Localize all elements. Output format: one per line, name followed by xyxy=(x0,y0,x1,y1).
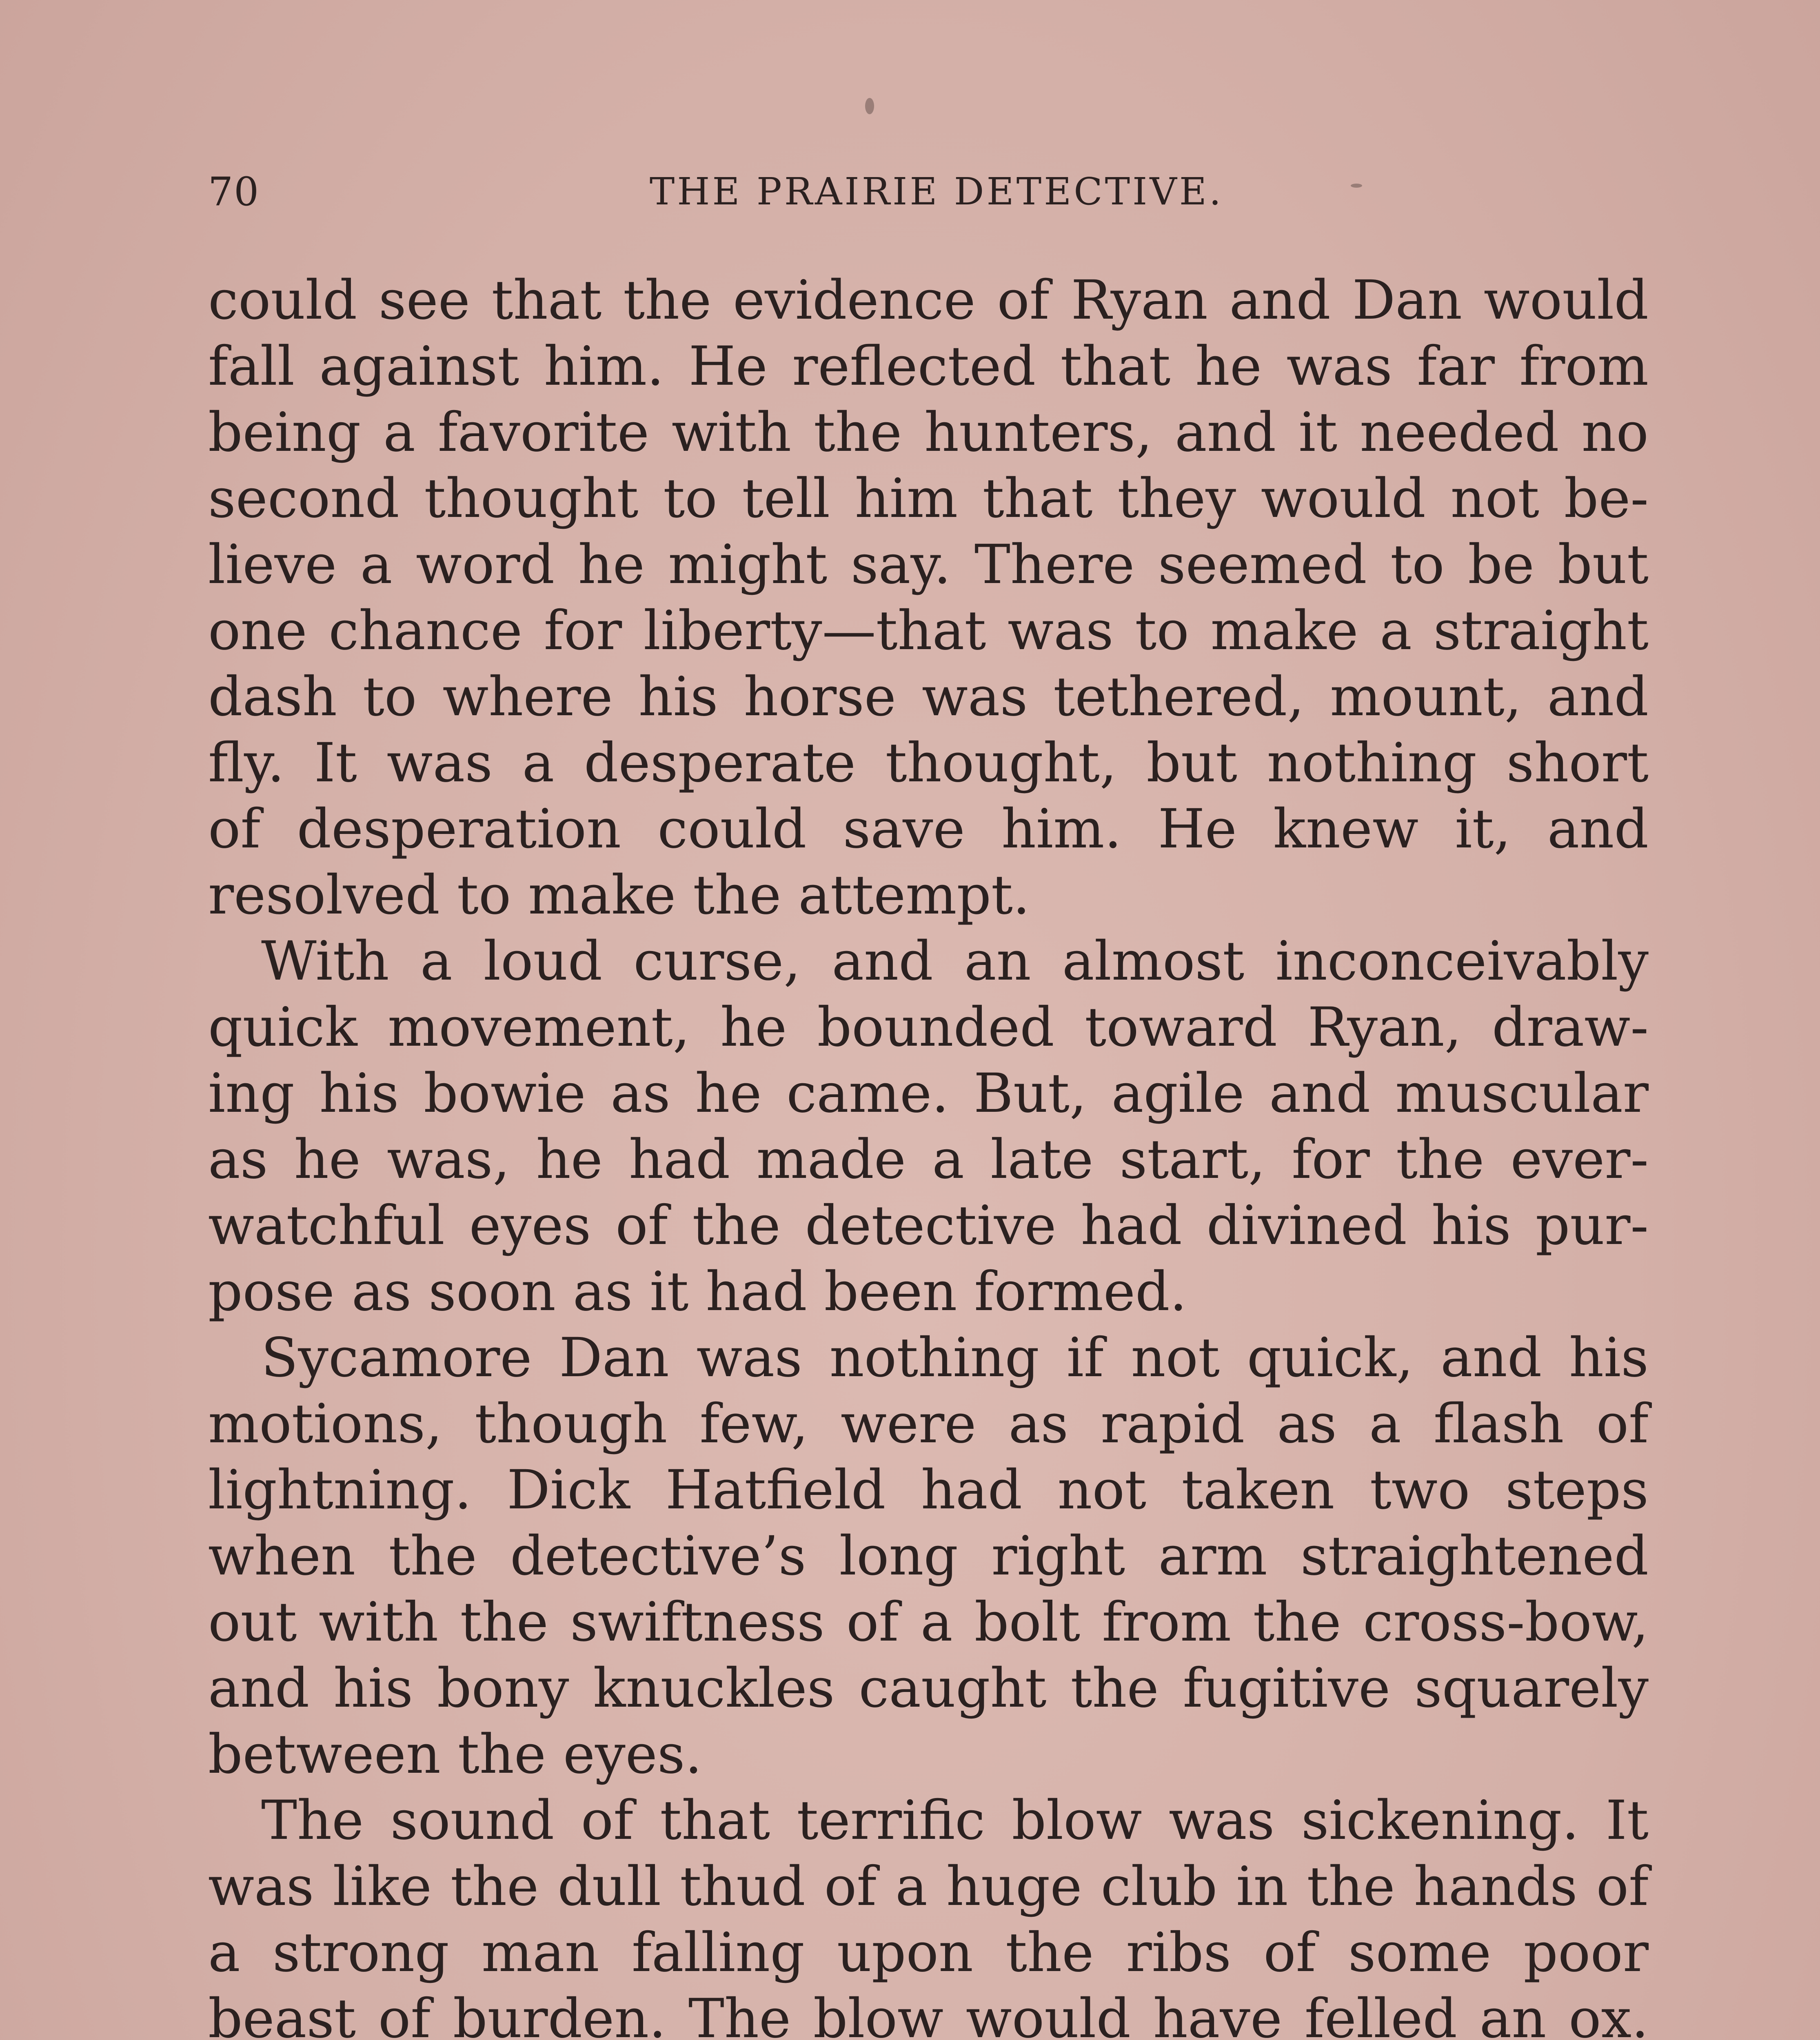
text-line: when the detective’s long right arm straightened xyxy=(208,1525,1649,1588)
text-line: The sound of that terrific blow was sickening. It xyxy=(261,1789,1649,1852)
text-line: resolved to make the attempt. xyxy=(208,864,1030,927)
paper-speck xyxy=(865,98,874,114)
text-line: pose as soon as it had been formed. xyxy=(208,1260,1187,1323)
text-line: watchful eyes of the detective had divined his pur- xyxy=(208,1194,1649,1257)
text-line: between the eyes. xyxy=(208,1723,702,1786)
body-text xyxy=(208,267,1649,2040)
text-line: Sycamore Dan was nothing if not quick, and his xyxy=(261,1326,1649,1389)
running-title: THE PRAIRIE DETECTIVE. xyxy=(649,170,1224,213)
text-line: second thought to tell him that they would not be- xyxy=(208,467,1649,530)
text-line: lieve a word he might say. There seemed to be but xyxy=(208,533,1649,596)
page-number: 70 xyxy=(208,169,260,215)
text-line: fly. It was a desperate thought, but nothing short xyxy=(208,732,1649,794)
text-line: ing his bowie as he came. But, agile and muscular xyxy=(208,1062,1649,1125)
text-line: dash to where his horse was tethered, mount, and xyxy=(208,665,1649,728)
paper-speck xyxy=(1351,184,1362,188)
text-line: a strong man falling upon the ribs of some poor xyxy=(208,1921,1649,1984)
text-line: motions, though few, were as rapid as a flash of xyxy=(208,1393,1649,1455)
text-line: could see that the evidence of Ryan and Dan would xyxy=(208,269,1649,332)
text-line: lightning. Dick Hatfield had not taken two steps xyxy=(208,1459,1649,1521)
text-line: being a favorite with the hunters, and it needed no xyxy=(208,401,1649,464)
text-line: as he was, he had made a late start, for the ever- xyxy=(208,1128,1649,1191)
text-line: fall against him. He reflected that he was far from xyxy=(208,335,1649,398)
text-line: was like the dull thud of a huge club in the hands of xyxy=(208,1855,1649,1918)
page-header xyxy=(208,163,1665,220)
text-line: quick movement, he bounded toward Ryan, draw- xyxy=(208,996,1649,1059)
text-line: out with the swiftness of a bolt from the cross-bow, xyxy=(208,1591,1649,1654)
text-line: With a loud curse, and an almost inconceivably xyxy=(261,930,1649,993)
text-line: one chance for liberty—that was to make a straight xyxy=(208,599,1649,662)
text-line: and his bony knuckles caught the fugitive squarely xyxy=(208,1657,1649,1720)
text-line: of desperation could save him. He knew it, and xyxy=(208,798,1649,860)
text-line: beast of burden. The blow would have felled an ox. xyxy=(208,1987,1649,2040)
